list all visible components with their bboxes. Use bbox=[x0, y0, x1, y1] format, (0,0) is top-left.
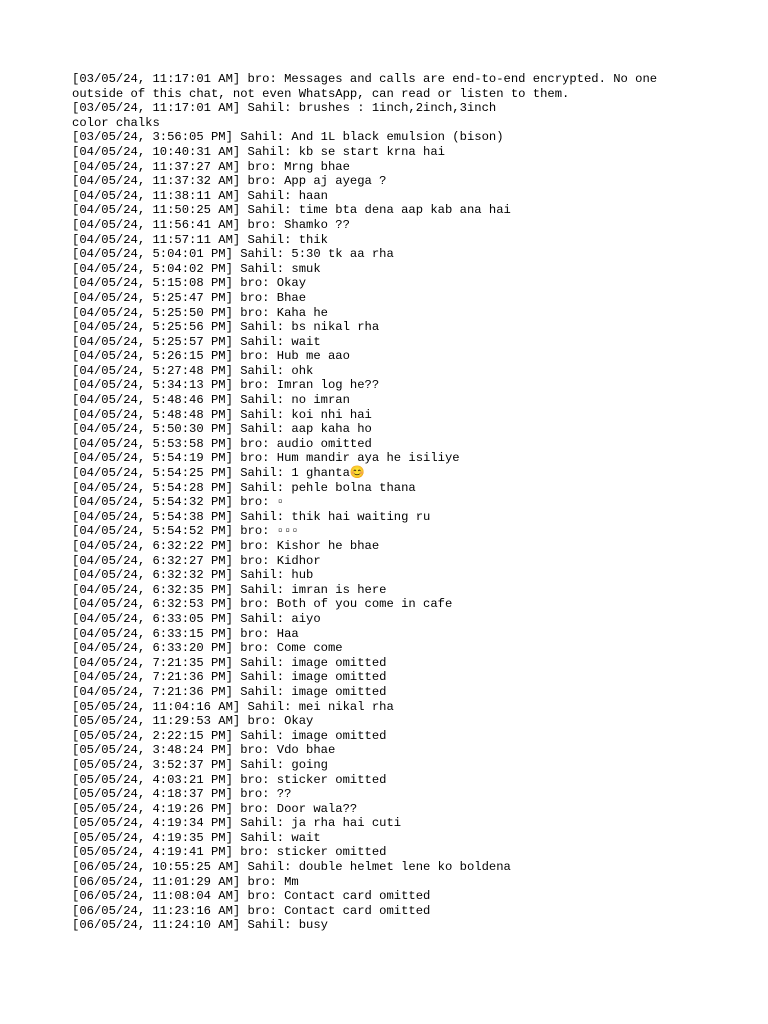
chat-line: [03/05/24, 11:17:01 AM] Sahil: brushes : 1inch,2inch,3inch bbox=[72, 101, 497, 116]
chat-line: [05/05/24, 4:18:37 PM] bro: ?? bbox=[72, 787, 292, 802]
chat-line: [04/05/24, 5:54:32 PM] bro: ▫ bbox=[72, 495, 285, 510]
chat-line: [05/05/24, 11:29:53 AM] bro: Okay bbox=[72, 714, 314, 729]
chat-line: [04/05/24, 5:15:08 PM] bro: Okay bbox=[72, 276, 307, 291]
chat-line: outside of this chat, not even WhatsApp, can read or listen to them. bbox=[72, 86, 570, 101]
chat-line: [06/05/24, 11:08:04 AM] bro: Contact card omitted bbox=[72, 889, 431, 904]
chat-line: [04/05/24, 5:50:30 PM] Sahil: aap kaha ho bbox=[72, 422, 372, 437]
chat-line: [03/05/24, 11:17:01 AM] bro: Messages and calls are end-to-end encrypted. No one bbox=[72, 72, 658, 86]
chat-line: [04/05/24, 5:26:15 PM] bro: Hub me aao bbox=[72, 349, 350, 364]
chat-line: [04/05/24, 7:21:36 PM] Sahil: image omitted bbox=[72, 684, 387, 699]
chat-transcript bbox=[72, 72, 732, 933]
chat-line: [05/05/24, 2:22:15 PM] Sahil: image omitted bbox=[72, 728, 387, 743]
chat-line: [04/05/24, 6:32:32 PM] Sahil: hub bbox=[72, 568, 314, 583]
chat-line: color chalks bbox=[72, 115, 160, 130]
chat-line: [04/05/24, 11:56:41 AM] bro: Shamko ?? bbox=[72, 217, 350, 232]
chat-line: [04/05/24, 5:54:25 PM] Sahil: 1 ghanta😊 bbox=[72, 466, 366, 481]
chat-line: [04/05/24, 5:25:50 PM] bro: Kaha he bbox=[72, 305, 328, 320]
chat-line: [05/05/24, 4:19:41 PM] bro: sticker omitted bbox=[72, 845, 387, 860]
chat-line: [04/05/24, 6:32:27 PM] bro: Kidhor bbox=[72, 553, 321, 568]
chat-line: [04/05/24, 5:27:48 PM] Sahil: ohk bbox=[72, 363, 314, 378]
chat-line: [04/05/24, 11:50:25 AM] Sahil: time bta dena aap kab ana hai bbox=[72, 203, 511, 218]
chat-line: [04/05/24, 5:54:38 PM] Sahil: thik hai waiting ru bbox=[72, 509, 431, 524]
chat-line: [04/05/24, 6:33:15 PM] bro: Haa bbox=[72, 626, 299, 641]
chat-line: [06/05/24, 11:23:16 AM] bro: Contact card omitted bbox=[72, 903, 431, 918]
chat-transcript-page bbox=[72, 72, 732, 933]
chat-line: [04/05/24, 6:33:20 PM] bro: Come come bbox=[72, 641, 343, 656]
chat-line: [04/05/24, 5:53:58 PM] bro: audio omitted bbox=[72, 436, 372, 451]
chat-line: [04/05/24, 6:32:22 PM] bro: Kishor he bhae bbox=[72, 539, 380, 553]
chat-line: [04/05/24, 7:21:36 PM] Sahil: image omitted bbox=[72, 670, 387, 685]
chat-line: [05/05/24, 3:48:24 PM] bro: Vdo bhae bbox=[72, 743, 336, 758]
chat-line: [04/05/24, 5:54:19 PM] bro: Hum mandir aya he isiliye bbox=[72, 451, 460, 466]
chat-line: [04/05/24, 6:32:53 PM] bro: Both of you come in cafe bbox=[72, 597, 453, 612]
chat-line: [05/05/24, 4:19:34 PM] Sahil: ja rha hai cuti bbox=[72, 816, 402, 831]
chat-line: [04/05/24, 5:04:02 PM] Sahil: smuk bbox=[72, 261, 321, 276]
chat-line: [04/05/24, 11:38:11 AM] Sahil: haan bbox=[72, 188, 328, 203]
chat-line: [05/05/24, 4:19:35 PM] Sahil: wait bbox=[72, 830, 321, 845]
chat-line: [04/05/24, 5:25:56 PM] Sahil: bs nikal rha bbox=[72, 320, 380, 335]
chat-line: [04/05/24, 5:34:13 PM] bro: Imran log he?? bbox=[72, 378, 380, 393]
chat-line: [06/05/24, 11:24:10 AM] Sahil: busy bbox=[72, 918, 328, 933]
chat-line: [05/05/24, 11:04:16 AM] Sahil: mei nikal rha bbox=[72, 699, 394, 714]
chat-line: [04/05/24, 6:33:05 PM] Sahil: aiyo bbox=[72, 611, 321, 626]
chat-line: [04/05/24, 5:25:47 PM] bro: Bhae bbox=[72, 290, 307, 305]
chat-line: [04/05/24, 5:04:01 PM] Sahil: 5:30 tk aa rha bbox=[72, 247, 394, 262]
chat-line: [04/05/24, 5:48:46 PM] Sahil: no imran bbox=[72, 393, 350, 408]
chat-line: [04/05/24, 10:40:31 AM] Sahil: kb se start krna hai bbox=[72, 144, 445, 159]
chat-line: [06/05/24, 10:55:25 AM] Sahil: double helmet lene ko boldena bbox=[72, 860, 511, 875]
chat-line: [04/05/24, 5:54:52 PM] bro: ▫▫▫ bbox=[72, 524, 299, 539]
chat-line: [04/05/24, 5:54:28 PM] Sahil: pehle bolna thana bbox=[72, 480, 416, 495]
chat-line: [05/05/24, 3:52:37 PM] Sahil: going bbox=[72, 757, 328, 772]
chat-line: [06/05/24, 11:01:29 AM] bro: Mm bbox=[72, 874, 299, 889]
chat-line: [04/05/24, 11:37:32 AM] bro: App aj ayega ? bbox=[72, 174, 387, 189]
chat-line: [04/05/24, 11:57:11 AM] Sahil: thik bbox=[72, 232, 328, 247]
chat-line: [03/05/24, 3:56:05 PM] Sahil: And 1L black emulsion (bison) bbox=[72, 130, 504, 145]
chat-line: [04/05/24, 5:25:57 PM] Sahil: wait bbox=[72, 334, 321, 349]
chat-line: [04/05/24, 6:32:35 PM] Sahil: imran is here bbox=[72, 582, 387, 597]
chat-line: [05/05/24, 4:19:26 PM] bro: Door wala?? bbox=[72, 801, 358, 816]
chat-line: [04/05/24, 5:48:48 PM] Sahil: koi nhi hai bbox=[72, 407, 372, 422]
chat-line: [05/05/24, 4:03:21 PM] bro: sticker omitted bbox=[72, 772, 387, 787]
chat-line: [04/05/24, 7:21:35 PM] Sahil: image omitted bbox=[72, 655, 387, 670]
chat-line: [04/05/24, 11:37:27 AM] bro: Mrng bhae bbox=[72, 159, 350, 174]
